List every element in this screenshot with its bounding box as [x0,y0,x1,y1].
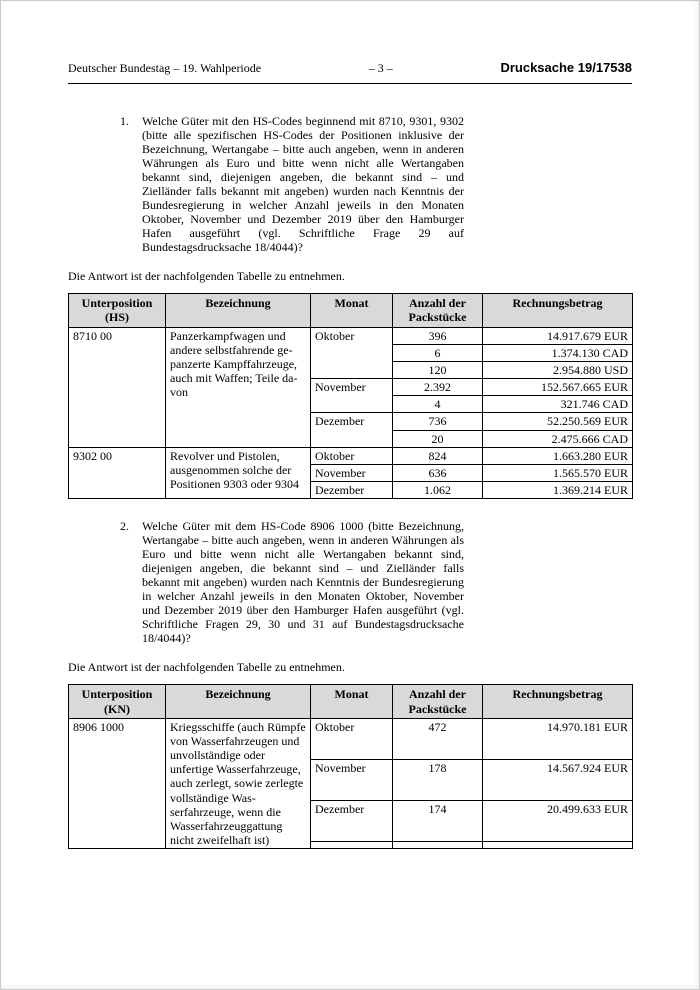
question-2-text: Welche Güter mit dem HS-Code 8906 1000 (bitte Bezeichnung, Wertangabe – bitte auch angeben, wenn in anderen Währungen als Euro und bitte wenn nicht alle Wertangaben bekannt sind, diejenigen angeben, die bekannt sind – und Zielländer falls bekannt mit angeben) wurden nach Kenntnis der Bundesregierung in welcher Anzahl jeweils in den Monaten Oktober, November und Dezember 2019 über den Hamburger Hafen ausgeführt (vgl. Schriftliche Fragen 29, 30 und 31 auf Bundestagsdrucksache 18/4044)? [142,519,464,646]
col-header-rechnungsbetrag: Rechnungsbetrag [483,294,633,327]
cell-betrag: 1.374.130 CAD [483,344,633,361]
cell-betrag: 14.917.679 EUR [483,327,633,344]
cell-anzahl: 4 [393,396,483,413]
answer-intro-1: Die Antwort ist der nachfolgenden Tabelle zu entnehmen. [68,269,345,284]
cell-anzahl: 6 [393,344,483,361]
question-1 [120,114,464,254]
col-header-rechnungsbetrag: Rechnungsbetrag [483,685,633,718]
cell-anzahl: 736 [393,413,483,430]
cell-monat: Dezember [311,413,393,447]
cell-code: 8906 1000 [69,718,166,848]
cell-betrag: 1.565.570 EUR [483,464,633,481]
col-header-bezeichnung: Bezeichnung [166,294,311,327]
cell-betrag: 14.567.924 EUR [483,759,633,800]
question-1-number: 1. [120,114,129,128]
cell-code: 9302 00 [69,447,166,498]
cell-betrag: 52.250.569 EUR [483,413,633,430]
cell-monat: Dezember [311,800,393,841]
cell-anzahl: 1.062 [393,482,483,499]
page-header [68,60,632,84]
cell-monat: November [311,464,393,481]
cell-bezeichnung: Panzerkampfwagen und andere selbstfahrende gepanzerte Kampffahrzeuge, auch mit Waffen; Teile davon [166,327,311,447]
cell-code: 8710 00 [69,327,166,447]
table-hs-codes [68,293,633,499]
cell-anzahl: 178 [393,759,483,800]
cell-betrag: 14.970.181 EUR [483,718,633,759]
cell-anzahl: 20 [393,430,483,447]
cell-betrag: 2.475.666 CAD [483,430,633,447]
table-header-row [69,294,633,327]
cell-monat: November [311,379,393,413]
cell-monat: Oktober [311,327,393,378]
cell-anzahl: 174 [393,800,483,841]
page-number: – 3 – [368,61,393,75]
cell-betrag: 152.567.665 EUR [483,379,633,396]
cell-betrag: 321.746 CAD [483,396,633,413]
header-drucksache-number: Drucksache 19/17538 [500,60,632,75]
header-publication-info: Deutscher Bundestag – 19. Wahlperiode [68,61,262,75]
cell-bezeichnung: Revolver und Pistolen, ausgenommen solche der Positionen 9303 oder 9304 [166,447,311,498]
cell-anzahl: 472 [393,718,483,759]
table-kn-codes [68,684,633,849]
answer-intro-2: Die Antwort ist der nachfolgenden Tabelle zu entnehmen. [68,660,345,675]
cell-anzahl: 120 [393,361,483,378]
question-1-text: Welche Güter mit den HS-Codes beginnend mit 8710, 9301, 9302 (bitte alle spezifischen HS-Codes der Positionen inklusive der Bezeichnung, Wertangabe – bitte auch angeben, wenn in anderen Währungen als Euro und bitte wenn nicht alle Wertangaben bekannt sind, diejenigen angeben, die bekannt sind – und Zielländer falls bekannt mit angeben) wurden nach Kenntnis der Bundesregierung in welcher Anzahl jeweils in den Monaten Oktober, November und Dezember 2019 über den Hamburger Hafen ausgeführt (vgl. Schriftliche Frage 29 auf Bundestagsdrucksache 18/4044)? [142,114,464,255]
col-header-bezeichnung: Bezeichnung [166,685,311,718]
cell-monat: Dezember [311,482,393,499]
cell-betrag-empty [483,841,633,848]
cell-monat-empty [311,841,393,848]
cell-anzahl: 2.392 [393,379,483,396]
cell-anzahl: 824 [393,447,483,464]
table-row [69,327,633,344]
col-header-unterposition: Unterposition (HS) [69,294,166,327]
table-header-row [69,685,633,718]
cell-monat: November [311,759,393,800]
cell-anzahl: 396 [393,327,483,344]
cell-betrag: 2.954.880 USD [483,361,633,378]
col-header-anzahl: Anzahl der Packstücke [393,294,483,327]
cell-monat: Oktober [311,447,393,464]
cell-betrag: 20.499.633 EUR [483,800,633,841]
cell-anzahl-empty [393,841,483,848]
table-row [69,447,633,464]
cell-betrag: 1.369.214 EUR [483,482,633,499]
col-header-monat: Monat [311,294,393,327]
col-header-monat: Monat [311,685,393,718]
cell-anzahl: 636 [393,464,483,481]
question-2-number: 2. [120,519,129,534]
col-header-anzahl: Anzahl der Packstücke [393,685,483,718]
table-row [69,718,633,759]
question-2 [120,519,464,645]
cell-betrag: 1.663.280 EUR [483,447,633,464]
col-header-unterposition: Unterposition (KN) [69,685,166,718]
cell-monat: Oktober [311,718,393,759]
cell-bezeichnung: Kriegsschiffe (auch Rümpfe von Wasserfahrzeugen und unvollständige oder unfertige Wasserfahrzeuge, auch zerlegt, sowie zerlegte vollständige Wasserfahrzeuge, wenn die Wasserfahrzeuggattung nicht zweifelhaft ist) [166,718,311,848]
